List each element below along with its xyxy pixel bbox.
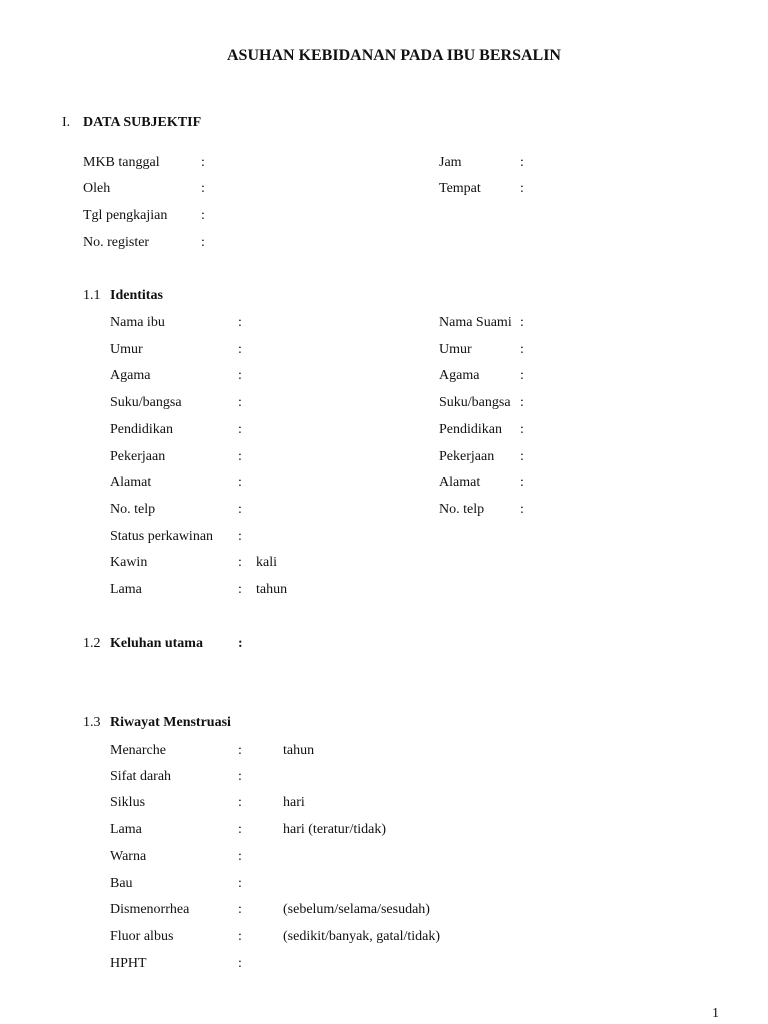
field-label-noreg: No. register [83,235,150,250]
field-colon: : [238,929,242,944]
field-colon: : [520,342,524,357]
field-colon: : [520,502,524,517]
field-colon: : [520,155,524,170]
field-colon: : [238,502,242,517]
field-colon: : [238,902,242,917]
field-colon: : [238,315,242,330]
menstruasi-label: Sifat darah [110,769,172,784]
menstruasi-label: Warna [110,849,147,864]
identitas-left-label: Status perkawinan [110,529,214,544]
identitas-left-label: Nama ibu [110,315,165,330]
lama-suffix: tahun [256,582,288,597]
field-colon: : [201,235,205,250]
field-colon: : [238,555,242,570]
field-colon: : [238,422,242,437]
field-colon: : [238,769,242,784]
identitas-right-label: Suku/bangsa [439,395,511,410]
menstruasi-value: (sedikit/banyak, gatal/tidak) [283,929,441,944]
identitas-right-label: Umur [439,342,472,357]
subsection-heading: Keluhan utama [110,636,203,651]
field-colon: : [238,449,242,464]
identitas-left-label: Kawin [110,555,148,570]
page-title: ASUHAN KEBIDANAN PADA IBU BERSALIN [227,47,561,64]
field-label-oleh: Oleh [83,181,111,196]
field-label-mkb: MKB tanggal [83,155,160,170]
identitas-right-label: No. telp [439,502,485,517]
identitas-left-label: Lama [110,582,142,597]
field-label-tempat: Tempat [439,181,481,196]
field-colon: : [520,422,524,437]
identitas-left-label: Suku/bangsa [110,395,182,410]
field-colon: : [238,849,242,864]
identitas-right-label: Pendidikan [439,422,502,437]
menstruasi-label: HPHT [110,956,147,971]
field-label-tgl: Tgl pengkajian [83,208,168,223]
subsection-heading: Riwayat Menstruasi [110,715,231,730]
identitas-left-label: No. telp [110,502,156,517]
subsection-number: 1.2 [83,636,101,651]
section-heading: DATA SUBJEKTIF [83,115,202,130]
menstruasi-label: Fluor albus [110,929,174,944]
field-colon: : [520,315,524,330]
field-colon: : [238,956,242,971]
field-colon: : [520,395,524,410]
menstruasi-label: Menarche [110,743,166,758]
page-number: 1 [712,1006,719,1021]
keluhan-colon: : [238,636,243,651]
field-colon: : [238,743,242,758]
menstruasi-label: Bau [110,876,133,891]
field-colon: : [520,449,524,464]
field-colon: : [201,155,205,170]
field-colon: : [238,529,242,544]
section-number: I. [62,115,71,130]
identitas-left-label: Agama [110,368,151,383]
identitas-left-label: Pendidikan [110,422,173,437]
field-colon: : [201,208,205,223]
menstruasi-value: hari [283,795,305,810]
menstruasi-value: hari (teratur/tidak) [283,822,387,837]
identitas-left-label: Umur [110,342,143,357]
field-colon: : [238,475,242,490]
menstruasi-value: tahun [283,743,315,758]
identitas-right-label: Nama Suami [439,315,512,330]
menstruasi-label: Dismenorrhea [110,902,190,917]
field-colon: : [520,368,524,383]
menstruasi-label: Siklus [110,795,146,810]
identitas-right-label: Agama [439,368,480,383]
field-colon: : [238,876,242,891]
field-colon: : [238,795,242,810]
subsection-number: 1.1 [83,288,101,303]
identitas-right-label: Pekerjaan [439,449,495,464]
kawin-suffix: kali [256,555,277,570]
field-colon: : [238,395,242,410]
field-colon: : [238,342,242,357]
field-colon: : [201,181,205,196]
subsection-heading: Identitas [110,288,163,303]
field-colon: : [520,475,524,490]
field-colon: : [238,582,242,597]
field-colon: : [238,822,242,837]
field-colon: : [520,181,524,196]
field-label-jam: Jam [439,155,462,170]
subsection-number: 1.3 [83,715,101,730]
identitas-left-label: Alamat [110,475,152,490]
field-colon: : [238,368,242,383]
menstruasi-value: (sebelum/selama/sesudah) [283,902,430,917]
identitas-right-label: Alamat [439,475,481,490]
identitas-left-label: Pekerjaan [110,449,166,464]
menstruasi-label: Lama [110,822,142,837]
